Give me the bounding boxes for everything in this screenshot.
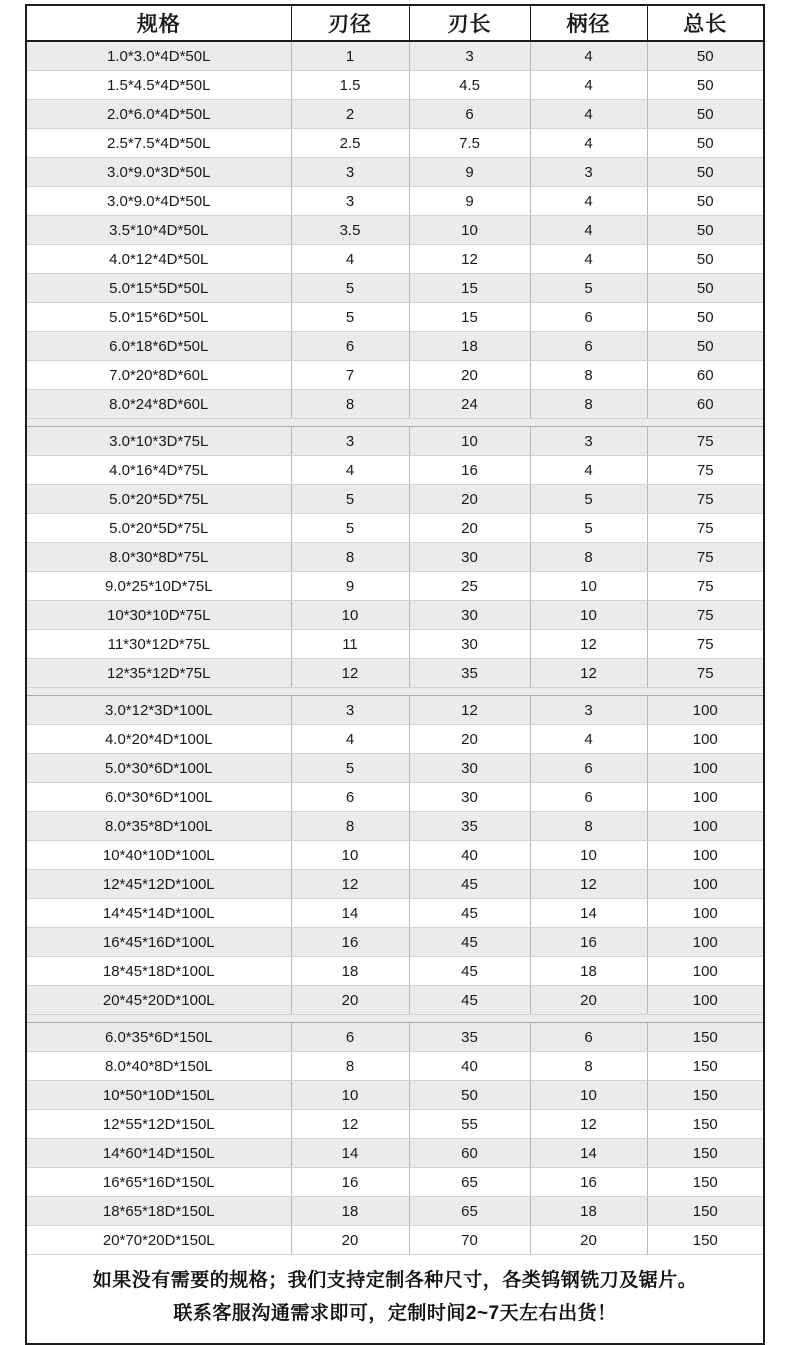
cell-spec: 8.0*24*8D*60L xyxy=(26,390,291,419)
cell-total-len: 50 xyxy=(647,245,764,274)
table-row xyxy=(26,754,764,783)
group-separator-cell xyxy=(26,1015,764,1023)
cell-spec: 20*70*20D*150L xyxy=(26,1226,291,1255)
cell-spec: 5.0*20*5D*75L xyxy=(26,514,291,543)
table-row xyxy=(26,485,764,514)
cell-blade-dia: 3 xyxy=(291,158,409,187)
cell-blade-dia: 3 xyxy=(291,427,409,456)
cell-blade-dia: 5 xyxy=(291,514,409,543)
cell-blade-len: 65 xyxy=(409,1197,530,1226)
cell-spec: 5.0*20*5D*75L xyxy=(26,485,291,514)
cell-spec: 16*45*16D*100L xyxy=(26,928,291,957)
cell-blade-len: 15 xyxy=(409,303,530,332)
table-row xyxy=(26,456,764,485)
cell-blade-len: 12 xyxy=(409,696,530,725)
cell-shank-dia: 3 xyxy=(530,427,647,456)
cell-blade-dia: 10 xyxy=(291,1081,409,1110)
cell-blade-len: 20 xyxy=(409,361,530,390)
cell-total-len: 60 xyxy=(647,390,764,419)
cell-total-len: 50 xyxy=(647,129,764,158)
cell-blade-dia: 4 xyxy=(291,245,409,274)
cell-blade-len: 15 xyxy=(409,274,530,303)
cell-shank-dia: 5 xyxy=(530,514,647,543)
cell-total-len: 100 xyxy=(647,725,764,754)
table-row xyxy=(26,1197,764,1226)
cell-spec: 4.0*12*4D*50L xyxy=(26,245,291,274)
cell-blade-dia: 1 xyxy=(291,41,409,71)
cell-total-len: 100 xyxy=(647,870,764,899)
cell-blade-len: 20 xyxy=(409,485,530,514)
cell-blade-len: 10 xyxy=(409,216,530,245)
cell-blade-dia: 8 xyxy=(291,812,409,841)
table-row xyxy=(26,514,764,543)
cell-total-len: 100 xyxy=(647,783,764,812)
cell-blade-len: 45 xyxy=(409,957,530,986)
table-row xyxy=(26,303,764,332)
table-row xyxy=(26,1052,764,1081)
cell-blade-len: 60 xyxy=(409,1139,530,1168)
footer-line-custom-sizes: 如果没有需要的规格；我们支持定制各种尺寸，各类钨钢铣刀及锯片。 xyxy=(92,1270,698,1291)
cell-shank-dia: 6 xyxy=(530,783,647,812)
table-row xyxy=(26,1168,764,1197)
cell-total-len: 100 xyxy=(647,957,764,986)
cell-total-len: 75 xyxy=(647,601,764,630)
cell-spec: 8.0*35*8D*100L xyxy=(26,812,291,841)
cell-blade-len: 24 xyxy=(409,390,530,419)
column-header-blade-len: 刃长 xyxy=(409,5,530,41)
table-row xyxy=(26,696,764,725)
cell-spec: 6.0*30*6D*100L xyxy=(26,783,291,812)
cell-spec: 8.0*30*8D*75L xyxy=(26,543,291,572)
cell-blade-dia: 10 xyxy=(291,601,409,630)
cell-shank-dia: 4 xyxy=(530,456,647,485)
cell-total-len: 100 xyxy=(647,986,764,1015)
cell-spec: 4.0*16*4D*75L xyxy=(26,456,291,485)
table-row xyxy=(26,1023,764,1052)
cell-blade-len: 6 xyxy=(409,100,530,129)
cell-blade-dia: 6 xyxy=(291,332,409,361)
cell-blade-dia: 11 xyxy=(291,630,409,659)
cell-total-len: 75 xyxy=(647,659,764,688)
cell-spec: 11*30*12D*75L xyxy=(26,630,291,659)
cell-blade-dia: 5 xyxy=(291,754,409,783)
cell-shank-dia: 8 xyxy=(530,812,647,841)
cell-total-len: 100 xyxy=(647,899,764,928)
cell-blade-dia: 12 xyxy=(291,870,409,899)
cell-blade-dia: 16 xyxy=(291,928,409,957)
cell-shank-dia: 8 xyxy=(530,361,647,390)
cell-total-len: 150 xyxy=(647,1168,764,1197)
cell-total-len: 150 xyxy=(647,1052,764,1081)
cell-blade-len: 4.5 xyxy=(409,71,530,100)
cell-blade-len: 70 xyxy=(409,1226,530,1255)
cell-shank-dia: 16 xyxy=(530,1168,647,1197)
cell-blade-dia: 4 xyxy=(291,456,409,485)
table-row xyxy=(26,986,764,1015)
table-row xyxy=(26,1139,764,1168)
cell-total-len: 75 xyxy=(647,630,764,659)
cell-blade-dia: 18 xyxy=(291,957,409,986)
table-row xyxy=(26,274,764,303)
footer-note-row xyxy=(26,1255,764,1344)
cell-total-len: 150 xyxy=(647,1023,764,1052)
cell-shank-dia: 4 xyxy=(530,187,647,216)
cell-blade-dia: 2.5 xyxy=(291,129,409,158)
cell-total-len: 50 xyxy=(647,303,764,332)
table-row xyxy=(26,216,764,245)
cell-spec: 9.0*25*10D*75L xyxy=(26,572,291,601)
cell-shank-dia: 6 xyxy=(530,332,647,361)
cell-total-len: 50 xyxy=(647,41,764,71)
group-separator xyxy=(26,419,764,427)
cell-blade-len: 30 xyxy=(409,601,530,630)
cell-shank-dia: 12 xyxy=(530,1110,647,1139)
cell-spec: 12*55*12D*150L xyxy=(26,1110,291,1139)
cell-shank-dia: 3 xyxy=(530,158,647,187)
cell-spec: 6.0*18*6D*50L xyxy=(26,332,291,361)
table-row xyxy=(26,158,764,187)
table-row xyxy=(26,659,764,688)
cell-spec: 3.0*9.0*4D*50L xyxy=(26,187,291,216)
cell-blade-len: 45 xyxy=(409,899,530,928)
header-row xyxy=(26,5,764,41)
cell-spec: 12*35*12D*75L xyxy=(26,659,291,688)
cell-total-len: 50 xyxy=(647,187,764,216)
cell-blade-len: 35 xyxy=(409,659,530,688)
cell-blade-len: 40 xyxy=(409,1052,530,1081)
cell-shank-dia: 10 xyxy=(530,572,647,601)
cell-spec: 7.0*20*8D*60L xyxy=(26,361,291,390)
cell-shank-dia: 18 xyxy=(530,957,647,986)
footer-line-contact-service: 联系客服沟通需求即可，定制时间2~7天左右出货！ xyxy=(173,1303,617,1325)
cell-total-len: 150 xyxy=(647,1139,764,1168)
column-header-shank-dia: 柄径 xyxy=(530,5,647,41)
cell-total-len: 50 xyxy=(647,274,764,303)
cell-shank-dia: 14 xyxy=(530,1139,647,1168)
cell-shank-dia: 8 xyxy=(530,543,647,572)
table-body xyxy=(26,41,764,1344)
cell-blade-len: 3 xyxy=(409,41,530,71)
cell-total-len: 75 xyxy=(647,514,764,543)
cell-shank-dia: 6 xyxy=(530,303,647,332)
cell-blade-len: 40 xyxy=(409,841,530,870)
cell-blade-len: 9 xyxy=(409,187,530,216)
cell-blade-dia: 3 xyxy=(291,696,409,725)
table-header xyxy=(26,5,764,41)
table-row xyxy=(26,332,764,361)
cell-spec: 5.0*30*6D*100L xyxy=(26,754,291,783)
column-header-total-len: 总长 xyxy=(647,5,764,41)
cell-total-len: 150 xyxy=(647,1081,764,1110)
cell-blade-len: 30 xyxy=(409,630,530,659)
table-row xyxy=(26,543,764,572)
table-row xyxy=(26,100,764,129)
table-row xyxy=(26,390,764,419)
table-row xyxy=(26,725,764,754)
cell-total-len: 50 xyxy=(647,158,764,187)
table-row xyxy=(26,1226,764,1255)
cell-spec: 12*45*12D*100L xyxy=(26,870,291,899)
cell-shank-dia: 4 xyxy=(530,245,647,274)
cell-blade-dia: 14 xyxy=(291,899,409,928)
cell-total-len: 75 xyxy=(647,543,764,572)
cell-spec: 10*40*10D*100L xyxy=(26,841,291,870)
table-row xyxy=(26,812,764,841)
cell-blade-len: 16 xyxy=(409,456,530,485)
cell-blade-dia: 1.5 xyxy=(291,71,409,100)
cell-spec: 3.0*12*3D*100L xyxy=(26,696,291,725)
cell-shank-dia: 4 xyxy=(530,725,647,754)
cell-total-len: 75 xyxy=(647,427,764,456)
cell-blade-dia: 5 xyxy=(291,303,409,332)
cell-total-len: 150 xyxy=(647,1226,764,1255)
cell-blade-dia: 2 xyxy=(291,100,409,129)
cell-blade-len: 45 xyxy=(409,986,530,1015)
cell-total-len: 75 xyxy=(647,485,764,514)
cell-spec: 20*45*20D*100L xyxy=(26,986,291,1015)
group-separator-cell xyxy=(26,688,764,696)
cell-total-len: 100 xyxy=(647,928,764,957)
table-row xyxy=(26,572,764,601)
cell-total-len: 150 xyxy=(647,1110,764,1139)
cell-blade-dia: 12 xyxy=(291,1110,409,1139)
cell-shank-dia: 3 xyxy=(530,696,647,725)
cell-shank-dia: 5 xyxy=(530,485,647,514)
table-row xyxy=(26,601,764,630)
cell-shank-dia: 10 xyxy=(530,841,647,870)
table-row xyxy=(26,870,764,899)
table-row xyxy=(26,957,764,986)
cell-blade-len: 12 xyxy=(409,245,530,274)
cell-shank-dia: 20 xyxy=(530,986,647,1015)
cell-spec: 3.0*10*3D*75L xyxy=(26,427,291,456)
cell-total-len: 50 xyxy=(647,100,764,129)
cell-total-len: 60 xyxy=(647,361,764,390)
cell-spec: 14*45*14D*100L xyxy=(26,899,291,928)
cell-blade-len: 20 xyxy=(409,725,530,754)
cell-blade-dia: 14 xyxy=(291,1139,409,1168)
cell-shank-dia: 20 xyxy=(530,1226,647,1255)
cell-spec: 18*45*18D*100L xyxy=(26,957,291,986)
group-separator xyxy=(26,1015,764,1023)
cell-total-len: 75 xyxy=(647,456,764,485)
cell-blade-len: 20 xyxy=(409,514,530,543)
cell-shank-dia: 12 xyxy=(530,630,647,659)
cell-shank-dia: 18 xyxy=(530,1197,647,1226)
cell-spec: 2.0*6.0*4D*50L xyxy=(26,100,291,129)
cell-blade-dia: 3.5 xyxy=(291,216,409,245)
cell-blade-len: 45 xyxy=(409,928,530,957)
group-separator-cell xyxy=(26,419,764,427)
cell-blade-dia: 16 xyxy=(291,1168,409,1197)
cell-total-len: 100 xyxy=(647,754,764,783)
table-row xyxy=(26,630,764,659)
column-header-blade-dia: 刃径 xyxy=(291,5,409,41)
cell-total-len: 75 xyxy=(647,572,764,601)
cell-shank-dia: 5 xyxy=(530,274,647,303)
cell-total-len: 50 xyxy=(647,71,764,100)
cell-blade-len: 7.5 xyxy=(409,129,530,158)
table-row xyxy=(26,841,764,870)
cell-spec: 5.0*15*5D*50L xyxy=(26,274,291,303)
cell-shank-dia: 10 xyxy=(530,1081,647,1110)
cell-blade-len: 9 xyxy=(409,158,530,187)
cell-blade-len: 25 xyxy=(409,572,530,601)
cell-blade-dia: 6 xyxy=(291,783,409,812)
specification-table xyxy=(25,4,765,1345)
cell-blade-dia: 8 xyxy=(291,390,409,419)
table-row xyxy=(26,41,764,71)
cell-spec: 6.0*35*6D*150L xyxy=(26,1023,291,1052)
cell-shank-dia: 12 xyxy=(530,659,647,688)
cell-spec: 1.5*4.5*4D*50L xyxy=(26,71,291,100)
cell-blade-len: 30 xyxy=(409,543,530,572)
cell-blade-dia: 5 xyxy=(291,274,409,303)
cell-shank-dia: 8 xyxy=(530,1052,647,1081)
table-row xyxy=(26,899,764,928)
cell-spec: 2.5*7.5*4D*50L xyxy=(26,129,291,158)
cell-shank-dia: 4 xyxy=(530,216,647,245)
cell-blade-len: 65 xyxy=(409,1168,530,1197)
cell-total-len: 100 xyxy=(647,696,764,725)
cell-total-len: 100 xyxy=(647,812,764,841)
table-row xyxy=(26,928,764,957)
cell-blade-len: 10 xyxy=(409,427,530,456)
cell-blade-dia: 18 xyxy=(291,1197,409,1226)
table-row xyxy=(26,427,764,456)
table-row xyxy=(26,71,764,100)
cell-blade-dia: 10 xyxy=(291,841,409,870)
cell-blade-len: 30 xyxy=(409,754,530,783)
cell-blade-len: 35 xyxy=(409,1023,530,1052)
cell-blade-len: 30 xyxy=(409,783,530,812)
cell-spec: 8.0*40*8D*150L xyxy=(26,1052,291,1081)
cell-spec: 18*65*18D*150L xyxy=(26,1197,291,1226)
table-row xyxy=(26,1110,764,1139)
table-row xyxy=(26,129,764,158)
table-row xyxy=(26,1081,764,1110)
cell-spec: 10*30*10D*75L xyxy=(26,601,291,630)
cell-blade-dia: 4 xyxy=(291,725,409,754)
cell-shank-dia: 12 xyxy=(530,870,647,899)
cell-total-len: 150 xyxy=(647,1197,764,1226)
cell-shank-dia: 10 xyxy=(530,601,647,630)
cell-shank-dia: 8 xyxy=(530,390,647,419)
cell-blade-dia: 12 xyxy=(291,659,409,688)
table-row xyxy=(26,245,764,274)
cell-total-len: 50 xyxy=(647,332,764,361)
cell-spec: 3.0*9.0*3D*50L xyxy=(26,158,291,187)
cell-spec: 3.5*10*4D*50L xyxy=(26,216,291,245)
cell-blade-len: 35 xyxy=(409,812,530,841)
cell-blade-dia: 20 xyxy=(291,1226,409,1255)
cell-blade-dia: 8 xyxy=(291,543,409,572)
cell-spec: 4.0*20*4D*100L xyxy=(26,725,291,754)
column-header-spec: 规格 xyxy=(26,5,291,41)
cell-total-len: 100 xyxy=(647,841,764,870)
cell-spec: 14*60*14D*150L xyxy=(26,1139,291,1168)
table-row xyxy=(26,783,764,812)
cell-blade-len: 18 xyxy=(409,332,530,361)
cell-shank-dia: 16 xyxy=(530,928,647,957)
cell-spec: 16*65*16D*150L xyxy=(26,1168,291,1197)
cell-spec: 10*50*10D*150L xyxy=(26,1081,291,1110)
cell-shank-dia: 6 xyxy=(530,1023,647,1052)
cell-spec: 1.0*3.0*4D*50L xyxy=(26,41,291,71)
cell-shank-dia: 14 xyxy=(530,899,647,928)
cell-blade-dia: 8 xyxy=(291,1052,409,1081)
cell-shank-dia: 4 xyxy=(530,71,647,100)
cell-shank-dia: 6 xyxy=(530,754,647,783)
cell-blade-dia: 20 xyxy=(291,986,409,1015)
cell-blade-dia: 5 xyxy=(291,485,409,514)
cell-shank-dia: 4 xyxy=(530,129,647,158)
cell-blade-len: 50 xyxy=(409,1081,530,1110)
cell-blade-dia: 3 xyxy=(291,187,409,216)
cell-blade-dia: 9 xyxy=(291,572,409,601)
table-row xyxy=(26,187,764,216)
cell-blade-len: 45 xyxy=(409,870,530,899)
group-separator xyxy=(26,688,764,696)
cell-spec: 5.0*15*6D*50L xyxy=(26,303,291,332)
table-row xyxy=(26,361,764,390)
cell-shank-dia: 4 xyxy=(530,41,647,71)
cell-blade-dia: 7 xyxy=(291,361,409,390)
cell-shank-dia: 4 xyxy=(530,100,647,129)
cell-total-len: 50 xyxy=(647,216,764,245)
cell-blade-len: 55 xyxy=(409,1110,530,1139)
footer-note-cell xyxy=(26,1255,764,1344)
cell-blade-dia: 6 xyxy=(291,1023,409,1052)
